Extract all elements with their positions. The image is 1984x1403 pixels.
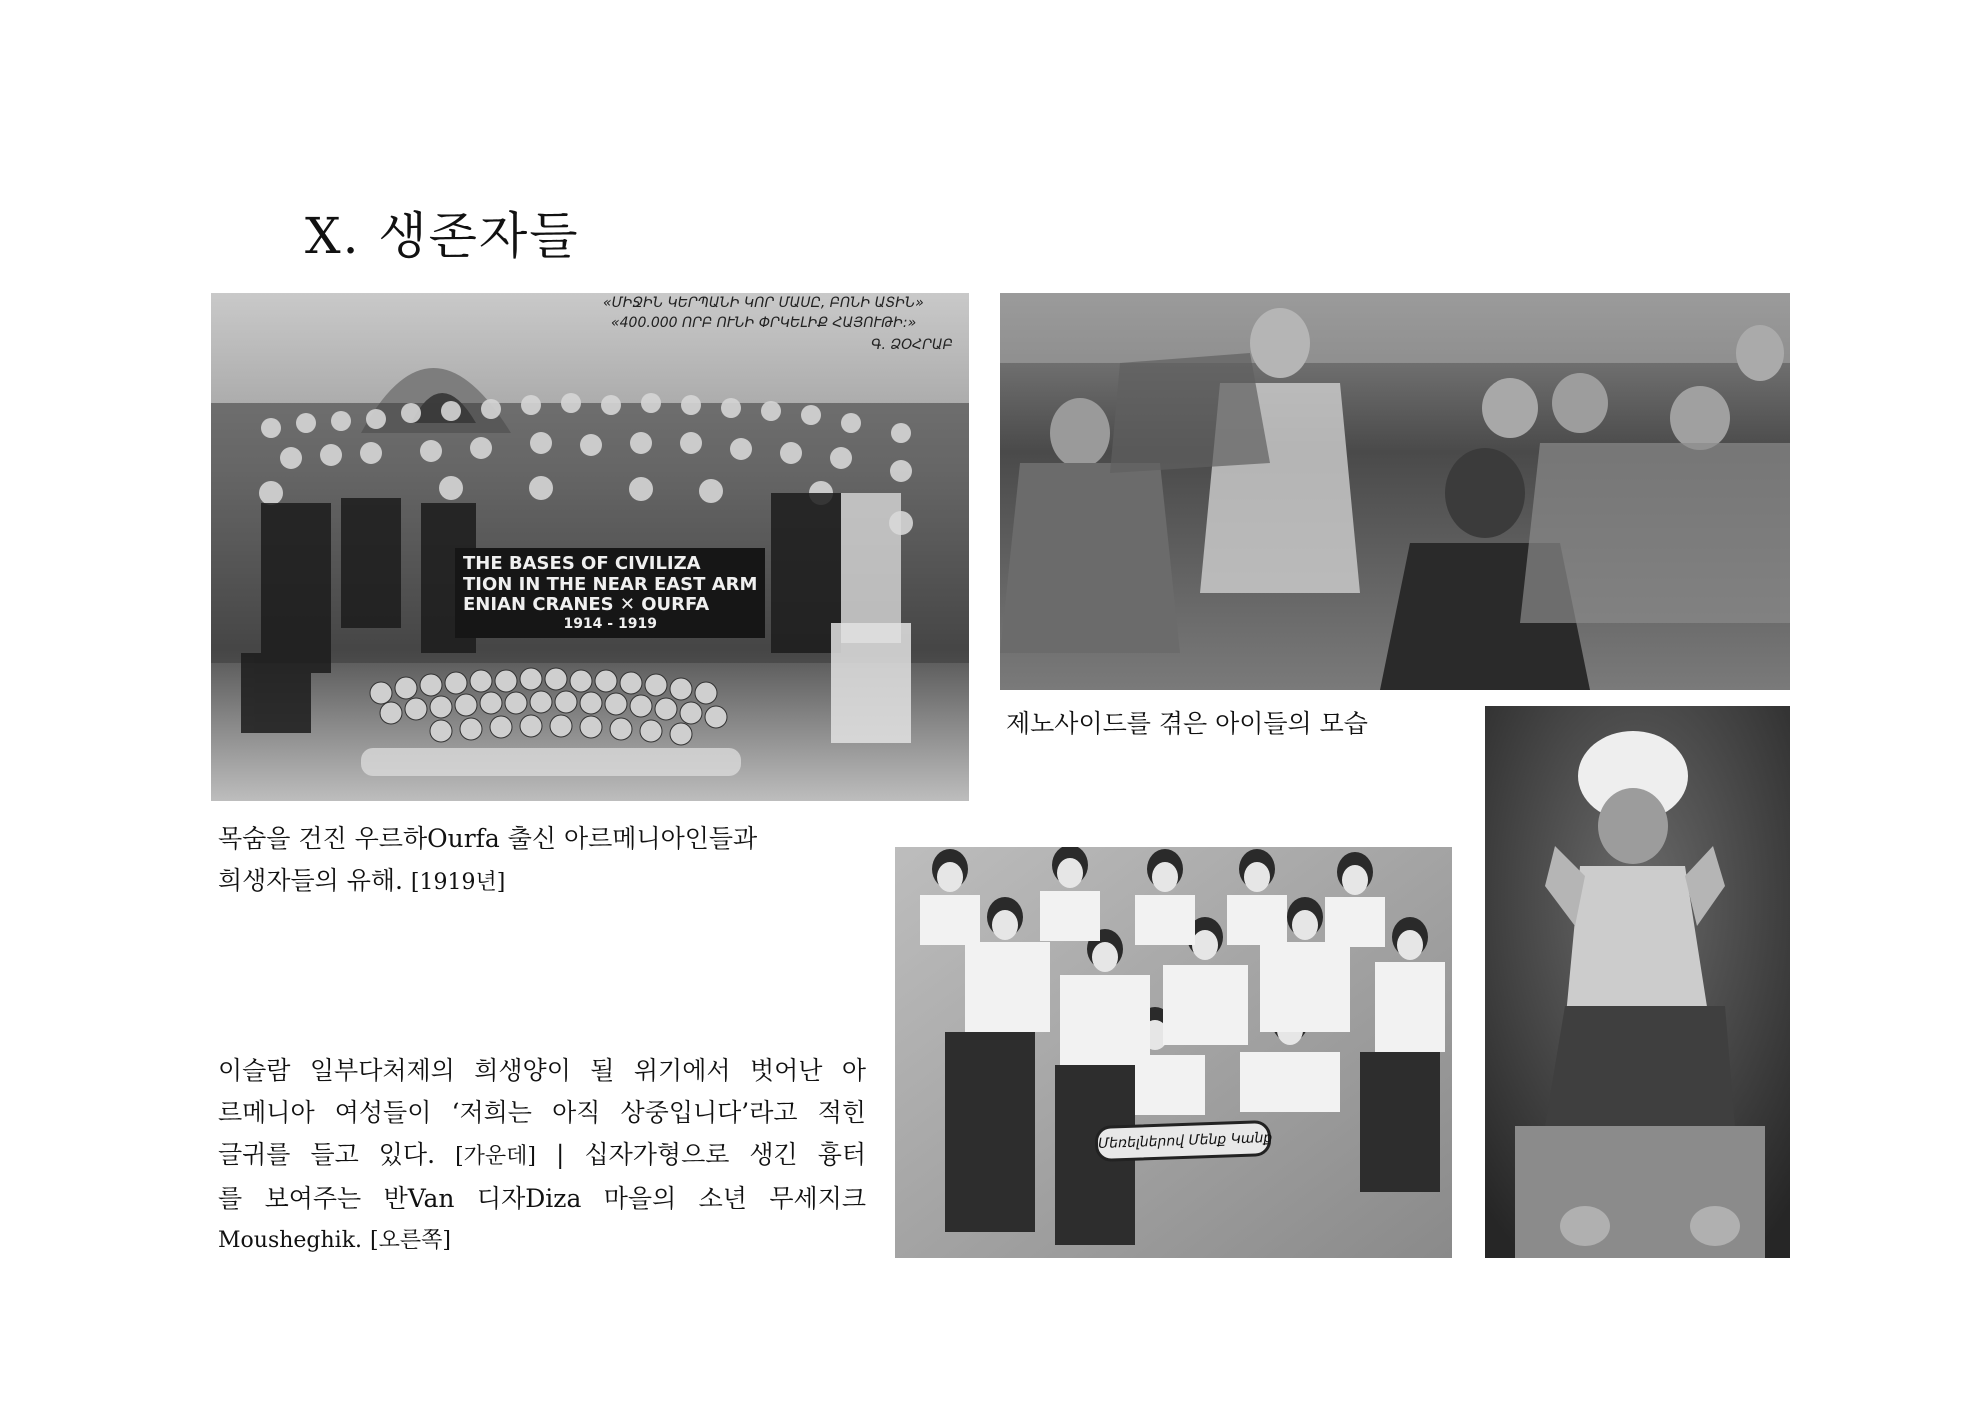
- caption-ourfa-survivors: [218, 818, 757, 904]
- photo-banner-sign: [455, 548, 765, 638]
- caption-right-tag: [오른쪽]: [369, 1228, 451, 1253]
- caption-women-and-boy: [218, 1050, 866, 1220]
- caption-women-line-1: 이슬람 일부다처제의 희생양이 될 위기에서 벗어난 아: [218, 1056, 866, 1085]
- armenian-inscription-line-1: «ՄԻՋԻՆ ԿԵՐՊԱՆԻ ԿՈՐ ՄԱՍԸ, ԲՈՆԻ ԱՏԻՆ»: [603, 295, 924, 311]
- photo-children-illustration: [1000, 293, 1790, 690]
- banner-line-1: THE BASES OF CIVILIZA: [463, 553, 701, 574]
- banner-line-3: ENIAN CRANES ✕ OURFA: [463, 594, 710, 616]
- caption-women-line-4: 를 보여주는 반Van 디자Diza 마을의 소년 무세지크: [218, 1184, 866, 1213]
- armenian-inscription-line-2: «400.000 ՈՐԲ ՈՒՆԻ ՓՐԿԵԼԻՔ ՀԱՅՈՒԹԻ:»: [611, 315, 917, 331]
- mourning-scroll: Մեռելներով Մենք Կանք: [1094, 1120, 1271, 1162]
- page-title: Ⅹ. 생존자들: [305, 207, 580, 265]
- caption-women-line-2: 르메니아 여성들이 ‘저희는 아직 상중입니다’라고 적힌: [218, 1098, 866, 1127]
- caption-genocide-children: 제노사이드를 겪은 아이들의 모습: [1006, 709, 1368, 738]
- caption-women-line-3-text: 글귀를 들고 있다.: [218, 1140, 436, 1169]
- caption-women-line-3: [218, 1134, 866, 1178]
- photo-genocide-children: [1000, 293, 1790, 690]
- banner-line-4: 1914 - 1919: [563, 616, 657, 633]
- photo-women-illustration: [895, 847, 1452, 1258]
- photo-armenian-women: [895, 847, 1452, 1258]
- armenian-inscription-signature: Գ. ՁՕՀՐԱԲ: [871, 337, 953, 353]
- banner-line-2: TION IN THE NEAR EAST ARM: [463, 573, 758, 595]
- caption-center-tag: [가운데]: [455, 1144, 536, 1169]
- caption-boy-name: Mousheghik.: [218, 1228, 363, 1253]
- photo-ourfa-illustration: [211, 293, 969, 801]
- photo-ourfa-survivors: [211, 293, 969, 801]
- caption-women-line-5: [218, 1218, 451, 1262]
- photo-boy-illustration: [1485, 706, 1790, 1258]
- photo-boy-mousheghik: [1485, 706, 1790, 1258]
- caption-ourfa-line-2: [218, 860, 757, 904]
- caption-ourfa-year: [1919년]: [410, 870, 506, 895]
- caption-women-line-3-rest: | 십자가형으로 생긴 흉터: [556, 1140, 867, 1169]
- caption-ourfa-line-1: 목숨을 건진 우르하Ourfa 출신 아르메니아인들과: [218, 824, 758, 853]
- caption-ourfa-line-2-text: 희생자들의 유해.: [218, 866, 403, 895]
